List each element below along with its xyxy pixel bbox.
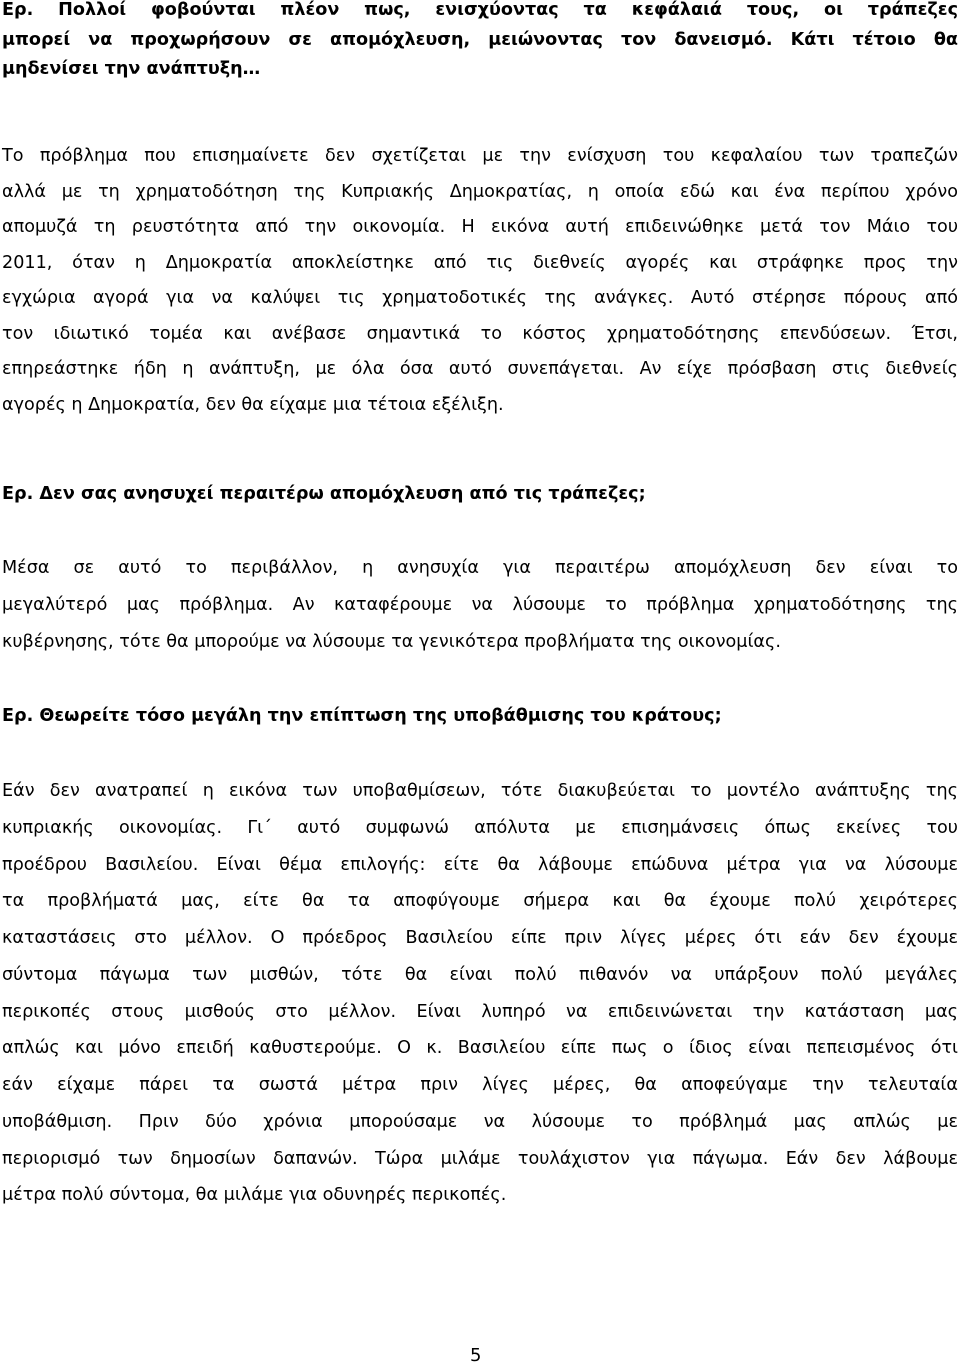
answer-3-line: σύντομα πάγωμα των μισθών, τότε θα είναι πολύ πιθανόν να υπάρξουν πολύ μεγάλες	[2, 964, 958, 985]
answer-2-line: μεγαλύτερό μας πρόβλημα. Αν καταφέρουμε να λύσουμε το πρόβλημα χρηματοδότησης της	[2, 594, 958, 615]
question-1-line: μπορεί να προχωρήσουν σε απομόχλευση, μειώνοντας τον δανεισμό. Κάτι τέτοιο θα	[2, 29, 958, 50]
answer-1-line: 2011, όταν η Δημοκρατία αποκλείστηκε από τις διεθνείς αγορές και στράφηκε προς την	[2, 252, 958, 273]
answer-1-line: αγορές η Δημοκρατία, δεν θα είχαμε μια τέτοια εξέλιξη.	[2, 394, 504, 415]
answer-1-line: αλλά με τη χρηματοδότηση της Κυπριακής Δημοκρατίας, η οποία εδώ και ένα περίπου χρόνο	[2, 181, 958, 202]
answer-3-line: υποβάθμιση. Πριν δύο χρόνια μπορούσαμε να λύσουμε το πρόβλημά μας απλώς με	[2, 1111, 958, 1132]
answer-3-line: κυπριακής οικονομίας. Γι΄ αυτό συμφωνώ απόλυτα με επισημάνσεις όπως εκείνες του	[2, 817, 958, 838]
answer-3-line: καταστάσεις στο μέλλον. Ο πρόεδρος Βασιλείου είπε πριν λίγες μέρες ότι εάν δεν έχουμε	[2, 928, 958, 948]
answer-2	[2, 550, 958, 660]
question-3-line: Ερ. Θεωρείτε τόσο μεγάλη την επίπτωση της υποβάθμισης του κράτους;	[2, 706, 722, 726]
page-number: 5	[470, 1345, 482, 1366]
question-3	[2, 702, 958, 732]
answer-1-line: τον ιδιωτικό τομέα και ανέβασε σημαντικά το κόστος χρηματοδότησης επενδύσεων. Έτσι,	[2, 323, 958, 344]
question-2-line: Ερ. Δεν σας ανησυχεί περαιτέρω απομόχλευση από τις τράπεζες;	[2, 484, 646, 504]
answer-3-line: τα προβλήματά μας, είτε θα τα αποφύγουμε σήμερα και θα έχουμε πολύ χειρότερες	[2, 891, 958, 912]
answer-2-line: κυβέρνησης, τότε θα μπορούμε να λύσουμε τα γενικότερα προβλήματα της οικονομίας.	[2, 631, 781, 652]
answer-1-line: εγχώρια αγορά για να καλύψει τις χρηματοδοτικές της ανάγκες. Αυτό στέρησε πόρους από	[2, 288, 958, 308]
answer-3-line: μέτρα πολύ σύντομα, θα μιλάμε για οδυνηρές περικοπές.	[2, 1185, 507, 1206]
answer-1-line: επηρεάστηκε ήδη η ανάπτυξη, με όλα όσα αυτό συνεπάγεται. Αν είχε πρόσβαση στις διεθνείς	[2, 359, 958, 379]
answer-3-line: απλώς και μόνο επειδή καθυστερούμε. Ο κ. Βασιλείου είπε πως ο ίδιος είναι πεπεισμένος ότι	[2, 1038, 958, 1059]
answer-2-line: Μέσα σε αυτό το περιβάλλον, η ανησυχία για περαιτέρω απομόχλευση δεν είναι το	[2, 558, 958, 578]
answer-1-line: Το πρόβλημα που επισημαίνετε δεν σχετίζεται με την ενίσχυση του κεφαλαίου των τραπεζών	[2, 146, 958, 166]
answer-3-line: εάν είχαμε πάρει τα σωστά μέτρα πριν λίγες μέρες, θα αποφεύγαμε την τελευταία	[2, 1075, 958, 1095]
question-2	[2, 480, 958, 510]
question-1-line: μηδενίσει την ανάπτυξη…	[2, 59, 261, 79]
answer-1	[2, 139, 958, 423]
answer-1-line: απομυζά τη ρευστότητα από την οικονομία. Η εικόνα αυτή επιδεινώθηκε μετά τον Μάιο του	[2, 217, 958, 237]
answer-3-line: προέδρου Βασιλείου. Είναι θέμα επιλογής: είτε θα λάβουμε επώδυνα μέτρα για να λύσουμε	[2, 854, 958, 875]
answer-3-line: Εάν δεν ανατραπεί η εικόνα των υποβαθμίσεων, τότε διακυβεύεται το μοντέλο ανάπτυξης της	[2, 781, 958, 801]
question-1-line: Ερ. Πολλοί φοβούνται πλέον πως, ενισχύοντας τα κεφάλαιά τους, οι τράπεζες	[2, 0, 958, 20]
answer-3-line: περικοπές στους μισθούς στο μέλλον. Είναι λυπηρό να επιδεινώνεται την κατάσταση μας	[2, 1001, 958, 1022]
answer-3	[2, 773, 958, 1214]
question-1	[2, 0, 958, 85]
answer-3-line: περιορισμό των δημοσίων δαπανών. Τώρα μιλάμε τουλάχιστον για πάγωμα. Εάν δεν λάβουμε	[2, 1148, 958, 1169]
